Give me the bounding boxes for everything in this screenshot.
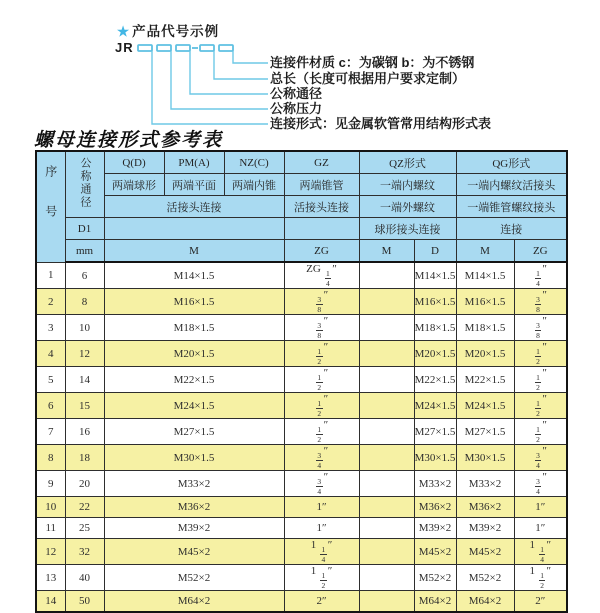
cell-qz-d: M36×2	[414, 497, 456, 518]
cell-m: M14×1.5	[104, 262, 284, 289]
cell-qg-m: M36×2	[456, 497, 514, 518]
cell-qg-zg: 1″	[514, 497, 567, 518]
cell-qg-zg: 1 $\frac{1}{4}$ ″	[514, 539, 567, 565]
connector-line	[171, 51, 268, 109]
connector-line	[214, 51, 268, 79]
table-row	[36, 539, 567, 565]
header-zg-gz: ZG	[284, 240, 359, 263]
cell-dn: 40	[65, 565, 104, 591]
star-icon: ★	[117, 24, 131, 39]
cell-qz-d: M24×1.5	[414, 393, 456, 419]
cell-qz-d: M39×2	[414, 518, 456, 539]
cell-seq: 6	[36, 393, 65, 419]
code-box	[219, 45, 233, 51]
cell-qz-d: M45×2	[414, 539, 456, 565]
cell-zg: $\frac{1}{2}$ ″	[284, 341, 359, 367]
table-row	[36, 497, 567, 518]
header-seq: 序号	[36, 151, 65, 262]
cell-m: M39×2	[104, 518, 284, 539]
table-row	[36, 262, 567, 289]
header-union-conn: 活接头连接	[104, 196, 284, 218]
cell-dn: 6	[65, 262, 104, 289]
cell-qg-m: M45×2	[456, 539, 514, 565]
cell-qz-m	[359, 518, 414, 539]
cell-seq: 3	[36, 315, 65, 341]
cell-qg-m: M39×2	[456, 518, 514, 539]
cell-qz-d: M18×1.5	[414, 315, 456, 341]
header-q-desc: 两端球形	[104, 174, 164, 196]
cell-zg: $\frac{1}{2}$ ″	[284, 419, 359, 445]
cell-qz-m	[359, 445, 414, 471]
header-gz-conn: 活接头连接	[284, 196, 359, 218]
cell-qz-d: M16×1.5	[414, 289, 456, 315]
cell-qg-zg: $\frac{1}{2}$ ″	[514, 367, 567, 393]
header-qg-desc-inner: 一端内螺纹活接头	[456, 174, 567, 196]
cell-qg-zg: $\frac{1}{4}$ ″	[514, 262, 567, 289]
cell-zg: 1 $\frac{1}{4}$ ″	[284, 539, 359, 565]
cell-qg-zg: $\frac{1}{2}$ ″	[514, 419, 567, 445]
cell-dn: 10	[65, 315, 104, 341]
header-m-union: M	[104, 240, 284, 263]
header-mm: mm	[65, 240, 104, 263]
code-label-diameter: 公称通径	[270, 86, 323, 101]
cell-qz-d: M27×1.5	[414, 419, 456, 445]
table-row	[36, 565, 567, 591]
cell-qz-m	[359, 419, 414, 445]
header-pm: PM(A)	[164, 151, 224, 174]
cell-dn: 25	[65, 518, 104, 539]
cell-seq: 14	[36, 591, 65, 613]
cell-qz-m	[359, 289, 414, 315]
cell-zg: $\frac{1}{2}$ ″	[284, 393, 359, 419]
code-label-length: 总长（长度可根据用户要求定制）	[270, 71, 466, 86]
cell-zg: 2″	[284, 591, 359, 613]
connector-line	[152, 51, 268, 124]
cell-seq: 4	[36, 341, 65, 367]
cell-qz-d: M20×1.5	[414, 341, 456, 367]
table-row	[36, 445, 567, 471]
cell-m: M52×2	[104, 565, 284, 591]
cell-qz-m	[359, 591, 414, 613]
header-q: Q(D)	[104, 151, 164, 174]
cell-qg-zg: $\frac{3}{8}$ ″	[514, 289, 567, 315]
cell-qg-m: M30×1.5	[456, 445, 514, 471]
header-nz: NZ(C)	[224, 151, 284, 174]
cell-qg-m: M27×1.5	[456, 419, 514, 445]
cell-zg: ZG $\frac{1}{4}$ ″	[284, 262, 359, 289]
table-row	[36, 341, 567, 367]
cell-seq: 12	[36, 539, 65, 565]
cell-zg: 1″	[284, 518, 359, 539]
cell-m: M16×1.5	[104, 289, 284, 315]
cell-qz-m	[359, 367, 414, 393]
code-box	[200, 45, 214, 51]
cell-dn: 14	[65, 367, 104, 393]
cell-qz-m	[359, 565, 414, 591]
cell-zg: $\frac{3}{8}$ ″	[284, 289, 359, 315]
cell-qg-m: M18×1.5	[456, 315, 514, 341]
header-gz: GZ	[284, 151, 359, 174]
cell-qg-m: M33×2	[456, 471, 514, 497]
table-row	[36, 591, 567, 613]
cell-seq: 8	[36, 445, 65, 471]
cell-seq: 2	[36, 289, 65, 315]
table-row	[36, 289, 567, 315]
cell-qg-m: M24×1.5	[456, 393, 514, 419]
cell-m: M18×1.5	[104, 315, 284, 341]
cell-qz-m	[359, 393, 414, 419]
header-dn: 公称通径	[65, 151, 104, 218]
cell-qz-d: M14×1.5	[414, 262, 456, 289]
cell-qg-zg: $\frac{3}{8}$ ″	[514, 315, 567, 341]
cell-m: M36×2	[104, 497, 284, 518]
table-body	[36, 262, 567, 612]
cell-dn: 50	[65, 591, 104, 613]
table-row	[36, 367, 567, 393]
diagram-heading-text: 产品代号示例	[132, 24, 220, 39]
cell-qg-zg: $\frac{1}{2}$ ″	[514, 393, 567, 419]
header-qg-desc-outer: 一端锥管螺纹接头	[456, 196, 567, 218]
code-label-connection: 连接形式：见金属软管常用结构形式表	[270, 116, 492, 131]
cell-seq: 9	[36, 471, 65, 497]
cell-seq: 1	[36, 262, 65, 289]
reference-table	[35, 150, 568, 613]
header-pm-desc: 两端平面	[164, 174, 224, 196]
connector-line	[190, 51, 268, 94]
cell-seq: 5	[36, 367, 65, 393]
cell-qg-m: M16×1.5	[456, 289, 514, 315]
table-row	[36, 315, 567, 341]
cell-qg-m: M14×1.5	[456, 262, 514, 289]
cell-m: M22×1.5	[104, 367, 284, 393]
cell-zg: 1 $\frac{1}{2}$ ″	[284, 565, 359, 591]
cell-qg-zg: 1″	[514, 518, 567, 539]
cell-zg: $\frac{3}{8}$ ″	[284, 315, 359, 341]
cell-seq: 7	[36, 419, 65, 445]
cell-m: M20×1.5	[104, 341, 284, 367]
cell-qz-m	[359, 341, 414, 367]
header-d1: D1	[65, 218, 104, 240]
cell-seq: 13	[36, 565, 65, 591]
header-zg-qg: ZG	[514, 240, 567, 263]
cell-qg-m: M20×1.5	[456, 341, 514, 367]
table-row	[36, 393, 567, 419]
cell-qg-zg: 1 $\frac{1}{2}$ ″	[514, 565, 567, 591]
cell-m: M30×1.5	[104, 445, 284, 471]
header-qz-desc-outer: 一端外螺纹	[359, 196, 456, 218]
connector-line	[233, 51, 268, 63]
cell-dn: 32	[65, 539, 104, 565]
code-label-material: 连接件材质 c：为碳钢 b：为不锈钢	[270, 55, 475, 70]
cell-zg: $\frac{3}{4}$ ″	[284, 445, 359, 471]
header-gz-desc: 两端锥管	[284, 174, 359, 196]
cell-zg: 1″	[284, 497, 359, 518]
cell-m: M64×2	[104, 591, 284, 613]
table-header	[36, 151, 567, 262]
code-box	[176, 45, 190, 51]
cell-qz-d: M64×2	[414, 591, 456, 613]
header-m-qz: M	[359, 240, 414, 263]
code-box	[157, 45, 171, 51]
cell-qz-d: M22×1.5	[414, 367, 456, 393]
cell-qz-m	[359, 315, 414, 341]
cell-qz-m	[359, 471, 414, 497]
cell-zg: $\frac{1}{2}$ ″	[284, 367, 359, 393]
cell-seq: 11	[36, 518, 65, 539]
cell-dn: 16	[65, 419, 104, 445]
cell-dn: 22	[65, 497, 104, 518]
cell-dn: 18	[65, 445, 104, 471]
cell-qg-zg: $\frac{1}{2}$ ″	[514, 341, 567, 367]
header-empty-gz	[284, 218, 359, 240]
header-empty-union	[104, 218, 284, 240]
cell-qg-m: M64×2	[456, 591, 514, 613]
cell-seq: 10	[36, 497, 65, 518]
code-box	[138, 45, 152, 51]
header-qg-conn: 连接	[456, 218, 567, 240]
header-qz-desc-inner: 一端内螺纹	[359, 174, 456, 196]
cell-qz-d: M33×2	[414, 471, 456, 497]
header-qz-conn: 球形接头连接	[359, 218, 456, 240]
cell-dn: 8	[65, 289, 104, 315]
header-d-qz: D	[414, 240, 456, 263]
cell-qz-m	[359, 539, 414, 565]
code-label-pressure: 公称压力	[270, 101, 323, 116]
cell-qz-m	[359, 497, 414, 518]
cell-dn: 15	[65, 393, 104, 419]
header-qz: QZ形式	[359, 151, 456, 174]
cell-m: M24×1.5	[104, 393, 284, 419]
cell-m: M33×2	[104, 471, 284, 497]
table-row	[36, 419, 567, 445]
cell-qg-zg: $\frac{3}{4}$ ″	[514, 445, 567, 471]
cell-qz-d: M52×2	[414, 565, 456, 591]
cell-qz-d: M30×1.5	[414, 445, 456, 471]
product-code-prefix: JR	[115, 40, 134, 55]
cell-qg-zg: $\frac{3}{4}$ ″	[514, 471, 567, 497]
header-m-qg: M	[456, 240, 514, 263]
cell-m: M45×2	[104, 539, 284, 565]
cell-qg-m: M22×1.5	[456, 367, 514, 393]
header-nz-desc: 两端内锥	[224, 174, 284, 196]
cell-zg: $\frac{3}{4}$ ″	[284, 471, 359, 497]
cell-qg-m: M52×2	[456, 565, 514, 591]
cell-qz-m	[359, 262, 414, 289]
cell-dn: 20	[65, 471, 104, 497]
cell-dn: 12	[65, 341, 104, 367]
table-title: 螺母连接形式参考表	[34, 130, 224, 151]
cell-qg-zg: 2″	[514, 591, 567, 613]
header-qg: QG形式	[456, 151, 567, 174]
table-row	[36, 471, 567, 497]
table-row	[36, 518, 567, 539]
cell-m: M27×1.5	[104, 419, 284, 445]
